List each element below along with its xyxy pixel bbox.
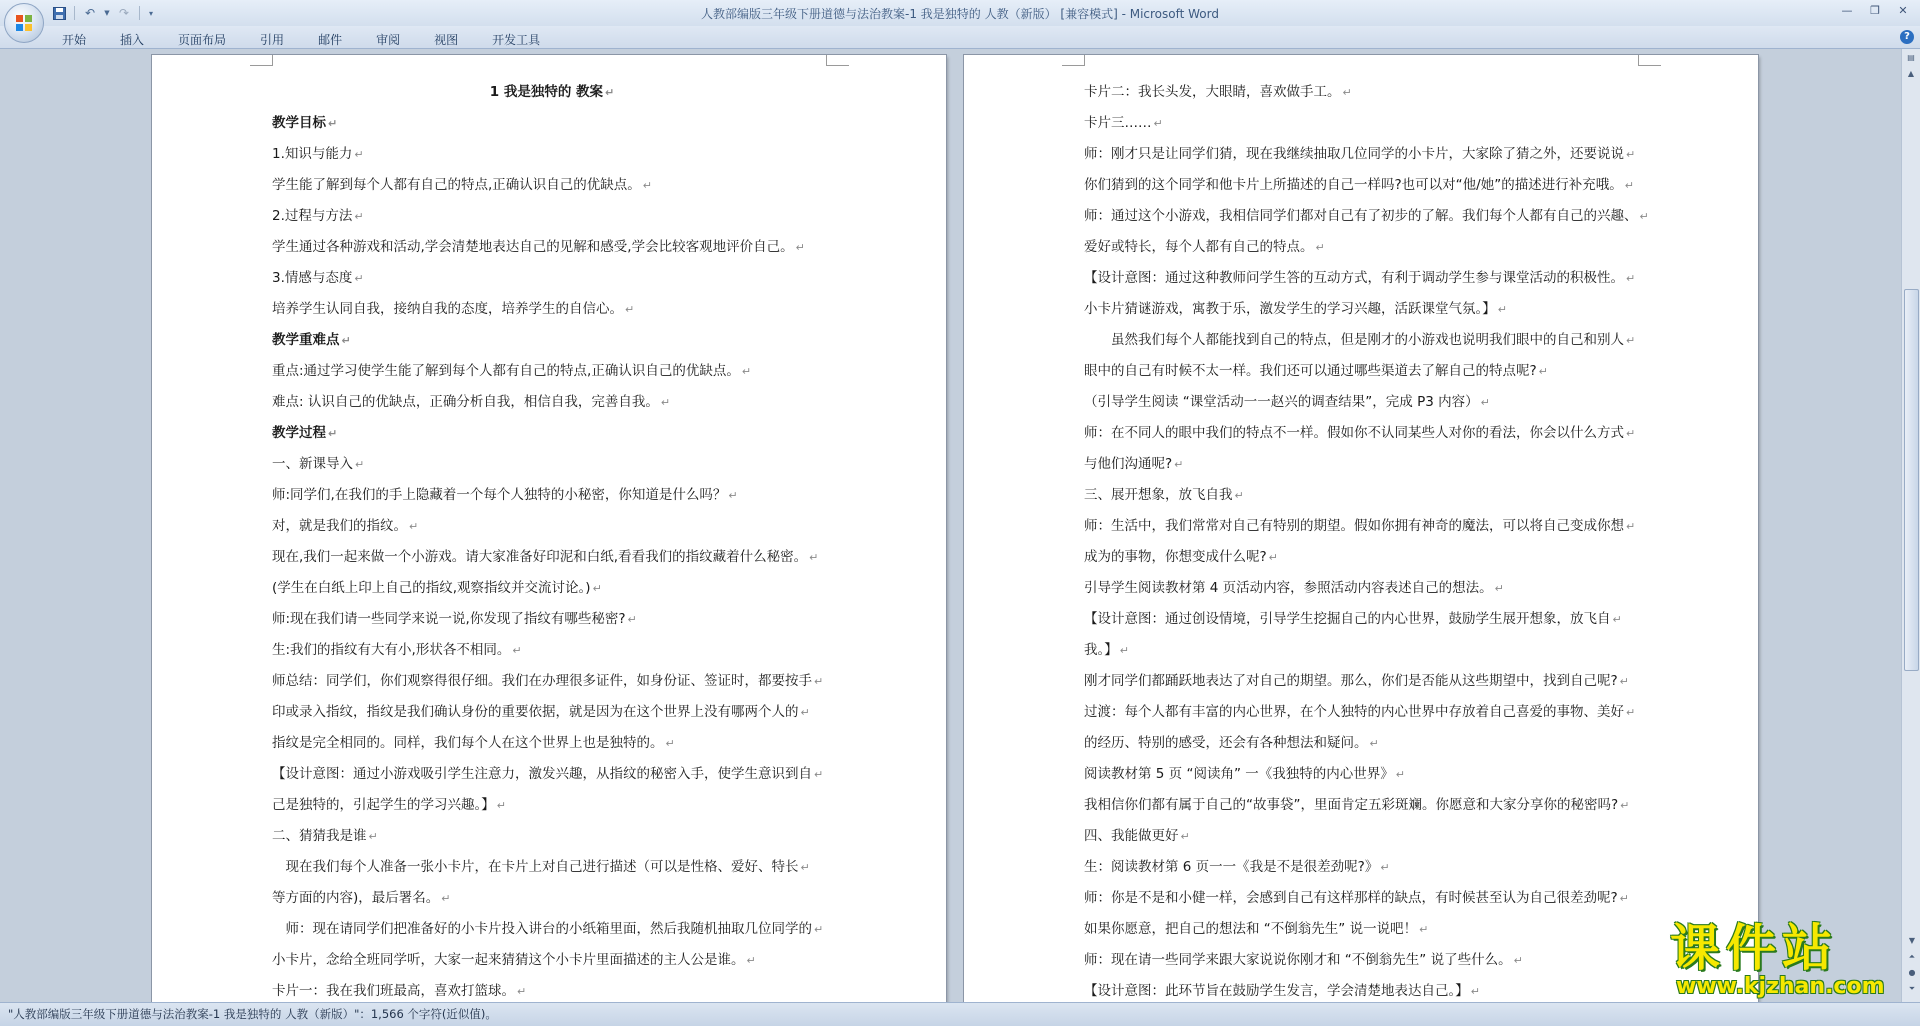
paragraph-mark-icon: ↵ [592,582,602,595]
paragraph-mark-icon: ↵ [354,148,364,161]
paragraph-line[interactable] [1084,542,1644,573]
line-text: 指纹是完全相同的。同样，我们每个人在这个世界上也是独特的。 [272,735,664,751]
office-logo-icon [15,14,33,32]
kjzhan-watermark-logo [1670,920,1920,1000]
paragraph-line[interactable] [1084,976,1644,1002]
line-text: 刚才同学们都踊跃地表达了对自己的期望。那么，你们是否能从这些期望中，找到自己呢? [1084,673,1618,689]
paragraph-mark-icon: ↵ [1619,892,1629,905]
status-word-count[interactable]: "人教部编版三年级下册道德与法治教案-1 我是独特的 人教（新版）"：1,566 个字符(近似值)。 [8,1007,497,1021]
tab-developer[interactable]: 开发工具 [492,33,541,47]
paragraph-line[interactable] [272,387,832,418]
paragraph-mark-icon: ↵ [341,334,351,347]
paragraph-mark-icon: ↵ [605,86,615,99]
scrollbar-thumb[interactable] [1904,289,1919,671]
paragraph-mark-icon: ↵ [1626,272,1636,285]
paragraph-line[interactable] [1084,263,1644,294]
ribbon [0,26,1920,49]
paragraph-mark-icon: ↵ [409,520,419,533]
line-text: 【设计意图：通过这种教师问学生答的互动方式，有利于调动学生参与课堂活动的积极性。 [1084,270,1624,286]
paragraph-mark-icon: ↵ [1620,799,1630,812]
paragraph-mark-icon: ↵ [660,396,671,409]
paragraph-mark-icon: ↵ [1626,706,1636,719]
window-controls [1834,2,1916,19]
watermark-url: www.kjzhan.com [1676,974,1885,999]
line-text: 师:同学们,在我们的手上隐藏着一个每个人独特的小秘密，你知道是什么吗？ [272,487,727,503]
paragraph-line[interactable] [1084,728,1644,759]
paragraph-line[interactable] [272,511,832,542]
redo-icon[interactable]: ↷ [118,6,130,20]
line-text: 【设计意图：此环节旨在鼓励学生发言，学会清楚地表达自己。】 [1084,983,1469,999]
close-icon[interactable]: ✕ [1898,4,1908,17]
line-text: 3.情感与态度 [272,270,353,286]
paragraph-mark-icon: ↵ [1153,117,1163,130]
paragraph-mark-icon: ↵ [1626,334,1636,347]
paragraph-mark-icon: ↵ [814,768,824,781]
paragraph-line[interactable] [1084,573,1644,604]
line-text: 一、新课导入 [272,456,353,472]
paragraph-mark-icon: ↵ [814,923,824,936]
paragraph-mark-icon: ↵ [328,427,338,440]
line-text: 卡片三…… [1084,115,1152,131]
document-page-1[interactable] [152,55,946,1002]
status-bar [0,1002,1920,1026]
paragraph-mark-icon: ↵ [627,613,637,626]
paragraph-line[interactable] [1084,232,1644,263]
paragraph-mark-icon: ↵ [1624,179,1634,192]
paragraph-mark-icon: ↵ [1268,551,1278,564]
page-1-text[interactable] [272,77,832,1002]
line-text: 等方面的内容)，最后署名。 [272,890,440,906]
paragraph-mark-icon: ↵ [1470,985,1480,998]
paragraph-line[interactable] [272,883,832,914]
paragraph-line[interactable] [1084,201,1649,232]
line-text: 现在,我们一起来做一个小游戏。请大家准备好印泥和白纸,看看我们的指纹藏着什么秘密。 [272,549,808,565]
paragraph-mark-icon: ↵ [496,799,506,812]
paragraph-mark-icon: ↵ [1626,427,1636,440]
paragraph-mark-icon: ↵ [1315,241,1325,254]
paragraph-line[interactable] [272,821,832,852]
line-text: 卡片二：我长头发，大眼睛，喜欢做手工。 [1084,84,1341,100]
paragraph-line[interactable] [272,356,832,387]
paragraph-mark-icon: ↵ [1639,210,1649,223]
office-button[interactable] [4,3,44,43]
paragraph-line[interactable] [1084,325,1644,356]
line-text: 小卡片，念给全班同学听，大家一起来猜猜这个小卡片里面描述的主人公是谁。 [272,952,745,968]
paragraph-line[interactable] [1084,108,1644,139]
paragraph-line[interactable] [272,325,832,356]
paragraph-line[interactable] [1084,697,1644,728]
paragraph-mark-icon: ↵ [1619,675,1629,688]
paragraph-line[interactable] [272,294,832,325]
browse-object-icon[interactable]: ● [1908,968,1916,977]
title-bar [0,0,1920,26]
line-text: (学生在白纸上印上自己的指纹,观察指纹并交流讨论。) [272,580,591,596]
paragraph-line[interactable] [272,914,832,945]
line-text: 我。】 [1084,642,1118,658]
paragraph-mark-icon: ↵ [355,458,365,471]
paragraph-line[interactable] [272,635,832,666]
line-text: 小卡片猜谜游戏，寓教于乐，激发学生的学习兴趣，活跃课堂气氛。】 [1084,301,1496,317]
line-text: 的经历、特别的感受，还会有各种想法和疑问。 [1084,735,1368,751]
help-icon[interactable]: ? [1900,30,1914,44]
margin-corner-mark [250,55,273,66]
line-text: 对，就是我们的指纹。 [272,518,407,534]
paragraph-mark-icon: ↵ [800,861,810,874]
paragraph-mark-icon: ↵ [1612,613,1622,626]
paragraph-line[interactable] [1084,945,1644,976]
paragraph-line[interactable] [272,790,832,821]
paragraph-mark-icon: ↵ [795,241,805,254]
line-text: 1.知识与能力 [272,146,353,162]
paragraph-line[interactable] [272,449,832,480]
restore-icon[interactable]: ❐ [1870,4,1880,17]
line-text: 你们猜到的这个同学和他卡片上所描述的自己一样吗?也可以对“他/她”的描述进行补充哦。 [1084,177,1623,193]
window-title [0,5,1920,22]
line-text: 生：阅读教材第 6 页一一《我是不是很差劲呢?》 [1084,859,1379,875]
paragraph-mark-icon: ↵ [1234,489,1244,502]
tab-references[interactable]: 引用 [260,33,285,47]
line-text: 我相信你们都有属于自己的“故事袋”，里面肯定五彩斑斓。你愿意和大家分享你的秘密吗? [1084,797,1619,813]
paragraph-line[interactable] [272,263,832,294]
paragraph-mark-icon: ↵ [1480,396,1490,409]
line-text: 学生通过各种游戏和活动,学会清楚地表达自己的见解和感受,学会比较客观地评价自己。 [272,239,794,255]
paragraph-line[interactable] [272,170,832,201]
paragraph-line[interactable] [272,728,832,759]
line-text: 二、猜猜我是谁 [272,828,367,844]
line-text: 师：生活中，我们常常对自己有特别的期望。假如你拥有神奇的魔法，可以将自己变成你想 [1084,518,1624,534]
paragraph-mark-icon: ↵ [328,117,338,130]
line-text: 己是独特的，引起学生的学习兴趣。】 [272,797,495,813]
scroll-up-icon[interactable]: ▲ [1907,69,1915,78]
paragraph-line[interactable] [272,697,832,728]
tab-insert[interactable]: 插入 [120,33,145,47]
paragraph-mark-icon: ↵ [1513,954,1523,967]
paragraph-mark-icon: ↵ [517,985,527,998]
paragraph-line[interactable] [272,604,832,635]
line-text: 培养学生认同自我，接纳自我的态度，培养学生的自信心。 [272,301,623,317]
page-2-text[interactable] [1084,77,1649,1002]
line-text: 眼中的自己有时候不太一样。我们还可以通过哪些渠道去了解自己的特点呢? [1084,363,1537,379]
line-text: 教学过程 [272,425,326,441]
paragraph-mark-icon: ↵ [1497,303,1507,316]
line-text: 教学重难点 [272,332,340,348]
line-text: 师:现在我们请一些同学来说一说,你发现了指纹有哪些秘密? [272,611,626,627]
line-text: 教学目标 [272,115,326,131]
paragraph-line[interactable] [272,139,832,170]
paragraph-mark-icon: ↵ [642,179,653,192]
line-text: 四、我能做更好 [1084,828,1179,844]
line-text: 引导学生阅读教材第 4 页活动内容，参照活动内容表述自己的想法。 [1084,580,1493,596]
line-text: 【设计意图：通过创设情境，引导学生挖掘自己的内心世界，鼓励学生展开想象，放飞自 [1084,611,1611,627]
paragraph-line[interactable] [1084,77,1644,108]
paragraph-line[interactable] [272,418,832,449]
tab-page-layout[interactable]: 页面布局 [178,33,227,47]
undo-icon[interactable]: ↶ [84,6,96,20]
paragraph-line[interactable] [272,108,832,139]
paragraph-line[interactable] [272,759,832,790]
paragraph-mark-icon: ↵ [368,830,378,843]
ruler-toggle-icon[interactable]: ▤ [1907,53,1915,62]
margin-corner-mark [826,55,849,66]
previous-page-icon[interactable]: ⏶ [1908,952,1916,961]
line-text: 师：在不同人的眼中我们的特点不一样。假如你不认同某些人对你的看法，你会以什么方式 [1084,425,1624,441]
watermark-title: 课件站 [1670,919,1838,977]
paragraph-mark-icon: ↵ [665,737,675,750]
paragraph-mark-icon: ↵ [1626,520,1636,533]
line-text: 【设计意图：通过小游戏吸引学生注意力，激发兴趣，从指纹的秘密入手，使学生意识到自 [272,766,812,782]
paragraph-mark-icon: ↵ [814,675,824,688]
paragraph-line[interactable] [272,852,832,883]
line-text: 2.过程与方法 [272,208,353,224]
line-text: 印或录入指纹，指纹是我们确认身份的重要依据，就是因为在这个世界上没有哪两个人的 [272,704,799,720]
line-text: 师：通过这个小游戏，我相信同学们都对自己有了初步的了解。我们每个人都有自己的兴趣、 [1084,208,1638,224]
paragraph-mark-icon: ↵ [1395,768,1405,781]
paragraph-mark-icon: ↵ [741,365,752,378]
line-text: 三、展开想象，放飞自我 [1084,487,1233,503]
paragraph-mark-icon: ↵ [1419,923,1429,936]
paragraph-line[interactable] [1084,821,1644,852]
dropdown-arrow-icon[interactable]: ▼ [104,9,110,17]
paragraph-mark-icon: ↵ [1342,86,1352,99]
paragraph-line[interactable] [1084,294,1644,325]
paragraph-line[interactable] [272,201,832,232]
paragraph-line[interactable] [1084,790,1644,821]
paragraph-mark-icon: ↵ [728,489,738,502]
paragraph-mark-icon: ↵ [1626,148,1636,161]
tab-mailings[interactable]: 邮件 [318,33,343,47]
paragraph-line[interactable] [272,77,832,108]
paragraph-mark-icon: ↵ [1119,644,1129,657]
paragraph-mark-icon: ↵ [1380,861,1390,874]
line-text: 与他们沟通呢? [1084,456,1173,472]
line-text: 虽然我们每个人都能找到自己的特点，但是刚才的小游戏也说明我们眼中的自己和别人 [1111,332,1624,348]
paragraph-line[interactable] [1084,511,1644,542]
paragraph-mark-icon: ↵ [1180,830,1190,843]
scroll-down-icon[interactable]: ▼ [1908,936,1916,945]
line-text: 1 我是独特的 教案 [489,84,604,100]
line-text: 生:我们的指纹有大有小,形状各不相同。 [272,642,511,658]
paragraph-line[interactable] [272,976,832,1002]
line-text: 阅读教材第 5 页 “阅读角” 一《我独特的内心世界》 [1084,766,1394,782]
paragraph-line[interactable] [1084,356,1644,387]
line-text: 爱好或特长，每个人都有自己的特点。 [1084,239,1314,255]
vertical-scrollbar[interactable] [1901,49,1920,1002]
paragraph-line[interactable] [272,480,832,511]
paragraph-mark-icon: ↵ [1174,458,1184,471]
tab-view[interactable]: 视图 [434,33,459,47]
paragraph-line[interactable] [1084,604,1644,635]
paragraph-line[interactable] [1084,883,1644,914]
line-text: 现在我们每个人准备一张小卡片，在卡片上对自己进行描述（可以是性格、爱好、特长 [285,859,799,875]
paragraph-mark-icon: ↵ [1494,582,1504,595]
paragraph-mark-icon: ↵ [441,892,451,905]
paragraph-line[interactable] [1084,139,1644,170]
paragraph-line[interactable] [1084,418,1644,449]
paragraph-line[interactable] [272,666,832,697]
document-page-2[interactable] [964,55,1758,1002]
paragraph-mark-icon: ↵ [746,954,756,967]
paragraph-line[interactable] [1084,852,1644,883]
ribbon-tabs [50,29,562,50]
paragraph-mark-icon: ↵ [800,706,810,719]
document-title: 人教部编版三年级下册道德与法治教案-1 我是独特的 人教（新版） [兼容模式] - [700,7,1130,21]
paragraph-mark-icon: ↵ [354,272,364,285]
line-text: 师：现在请一些同学来跟大家说说你刚才和 “不倒翁先生” 说了些什么。 [1084,952,1512,968]
paragraph-mark-icon: ↵ [354,210,364,223]
paragraph-line[interactable] [1084,480,1644,511]
paragraph-line[interactable] [1084,759,1644,790]
margin-corner-mark [1062,55,1085,66]
document-area[interactable] [0,49,1902,1002]
paragraph-mark-icon: ↵ [512,644,522,657]
paragraph-line[interactable] [272,232,832,263]
chevron-down-icon[interactable]: ▾ [148,8,153,18]
line-text: （引导学生阅读 “课堂活动一一赵兴的调查结果”，完成 P3 内容） [1084,394,1479,410]
paragraph-line[interactable] [272,573,832,604]
line-text: 难点: 认识自己的优缺点，正确分析自我，相信自我，完善自我。 [272,394,659,410]
paragraph-mark-icon: ↵ [1538,365,1548,378]
line-text: 学生能了解到每个人都有自己的特点,正确认识自己的优缺点。 [272,177,641,193]
paragraph-mark-icon: ↵ [625,303,635,316]
paragraph-line[interactable] [1084,170,1644,201]
line-text: 师：刚才只是让同学们猜，现在我继续抽取几位同学的小卡片，大家除了猜之外，还要说说 [1084,146,1624,162]
paragraph-line[interactable] [272,542,832,573]
line-text: 师总结：同学们，你们观察得很仔细。我们在办理很多证件，如身份证、签证时，都要按手 [272,673,812,689]
line-text: 重点:通过学习使学生能了解到每个人都有自己的特点,正确认识自己的优缺点。 [272,363,740,379]
margin-corner-mark [1638,55,1661,66]
paragraph-line[interactable] [1084,387,1644,418]
tab-home[interactable]: 开始 [62,33,87,47]
paragraph-line[interactable] [1084,449,1644,480]
line-text: 卡片一：我在我们班最高，喜欢打篮球。 [272,983,515,999]
paragraph-line[interactable] [1084,635,1644,666]
tab-review[interactable]: 审阅 [376,33,401,47]
app-name: Microsoft Word [1129,7,1219,21]
paragraph-mark-icon: ↵ [809,551,819,564]
next-page-icon[interactable]: ⏷ [1908,984,1916,993]
paragraph-line[interactable] [1084,666,1644,697]
paragraph-mark-icon: ↵ [1369,737,1379,750]
paragraph-line[interactable] [272,945,832,976]
line-text: 如果你愿意，把自己的想法和 “不倒翁先生” 说一说吧！ [1084,921,1418,937]
line-text: 师：现在请同学们把准备好的小卡片投入讲台的小纸箱里面，然后我随机抽取几位同学的 [285,921,812,937]
line-text: 师：你是不是和小健一样，会感到自己有这样那样的缺点，有时候甚至认为自己很差劲呢? [1084,890,1618,906]
minimize-icon[interactable]: — [1841,4,1853,17]
line-text: 过渡：每个人都有丰富的内心世界，在个人独特的内心世界中存放着自己喜爱的事物、美好 [1084,704,1624,720]
paragraph-line[interactable] [1084,914,1644,945]
line-text: 成为的事物，你想变成什么呢? [1084,549,1267,565]
